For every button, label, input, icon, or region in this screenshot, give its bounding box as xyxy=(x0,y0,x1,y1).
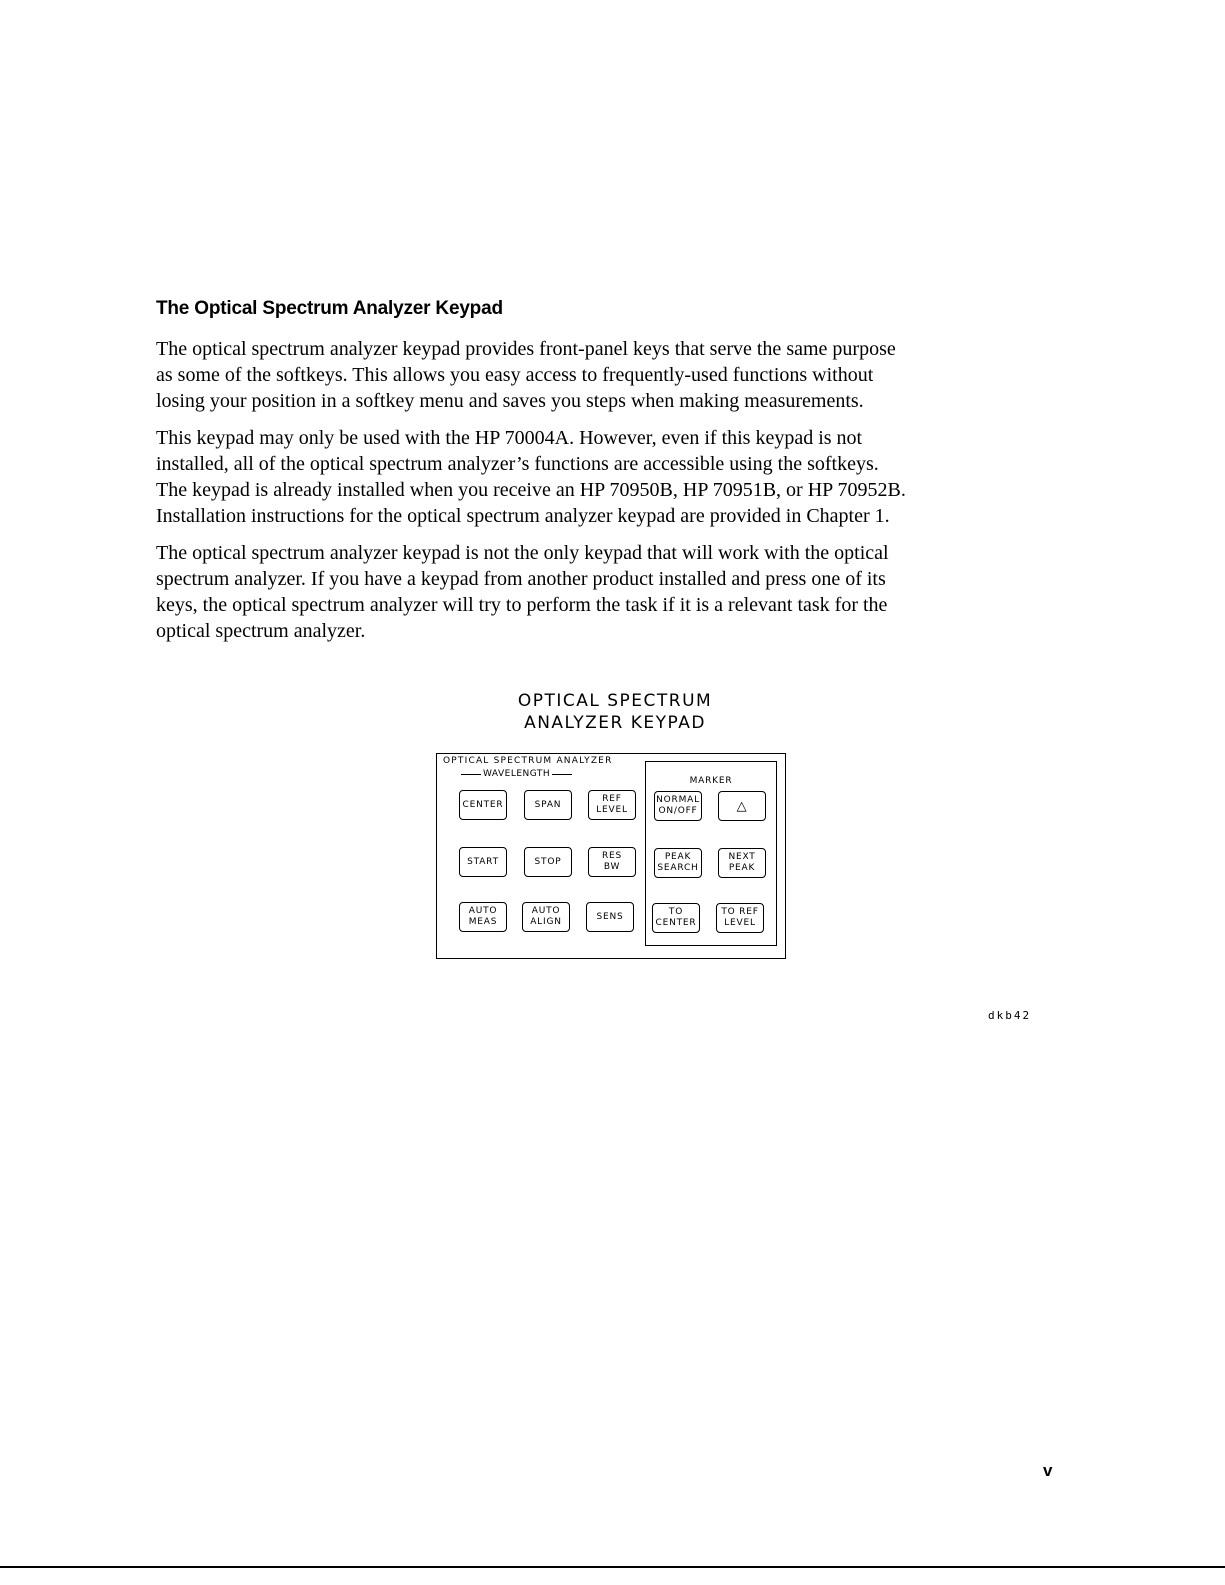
key-label: REF xyxy=(602,794,622,804)
to-center-key[interactable] xyxy=(652,903,700,933)
keypad-illustration xyxy=(436,753,786,959)
res-bw-key[interactable] xyxy=(588,847,636,877)
wavelength-label-text: WAVELENGTH xyxy=(483,769,551,779)
keypad-panel-label: OPTICAL SPECTRUM ANALYZER xyxy=(443,756,613,766)
paragraph-keypad-installation xyxy=(156,425,1056,529)
key-label: TO REF xyxy=(721,907,759,917)
marker-group xyxy=(645,761,777,946)
key-label: TO xyxy=(668,907,684,917)
key-label: MEAS xyxy=(468,917,498,927)
peak-search-key[interactable] xyxy=(654,848,702,878)
stop-key[interactable] xyxy=(524,847,572,877)
text-line: as some of the softkeys. This allows you easy access to frequently-used functions without xyxy=(156,364,874,386)
figure-title-line: ANALYZER KEYPAD xyxy=(524,713,706,733)
text-line: The optical spectrum analyzer keypad is not the only keypad that will work with the optical xyxy=(156,542,889,564)
figure-title-line: OPTICAL SPECTRUM xyxy=(517,691,713,711)
key-label: CENTER xyxy=(462,799,504,810)
delta-icon: △ xyxy=(736,798,748,814)
key-label: ON/OFF xyxy=(658,806,698,816)
divider xyxy=(552,774,572,775)
page-number: v xyxy=(1043,1461,1053,1480)
figure-id: dkb42 xyxy=(988,1009,1032,1022)
text-line: keys, the optical spectrum analyzer will try to perform the task if it is a relevant task for the xyxy=(156,594,888,616)
key-label: CENTER xyxy=(655,918,697,928)
key-label: LEVEL xyxy=(596,805,628,815)
text-line: spectrum analyzer. If you have a keypad from another product installed and press one of its xyxy=(156,568,886,590)
normal-on-off-key[interactable] xyxy=(654,791,702,821)
paragraph-keypad-purpose xyxy=(156,336,1056,414)
auto-align-key[interactable] xyxy=(522,902,570,932)
auto-meas-key[interactable] xyxy=(459,902,507,932)
key-label: PEAK xyxy=(664,852,692,862)
figure-title xyxy=(470,690,760,734)
key-label: LEVEL xyxy=(724,918,756,928)
text-line: The optical spectrum analyzer keypad provides front-panel keys that serve the same purpose xyxy=(156,338,896,360)
key-label: SENS xyxy=(596,911,624,922)
key-label: SPAN xyxy=(534,799,562,810)
ref-level-key[interactable] xyxy=(588,790,636,820)
key-label: RES xyxy=(601,851,623,861)
key-label: AUTO xyxy=(531,906,561,916)
key-label: START xyxy=(467,856,499,867)
wavelength-group-label xyxy=(461,769,572,779)
key-label: ALIGN xyxy=(530,917,562,927)
to-ref-level-key[interactable] xyxy=(716,903,764,933)
divider xyxy=(461,774,481,775)
page-bottom-rule xyxy=(0,1566,1225,1568)
key-label: STOP xyxy=(534,856,562,867)
key-label: AUTO xyxy=(468,906,498,916)
center-key[interactable] xyxy=(459,790,507,820)
start-key[interactable] xyxy=(459,847,507,877)
text-line: optical spectrum analyzer. xyxy=(156,620,366,642)
text-line: This keypad may only be used with the HP 70004A. However, even if this keypad is not xyxy=(156,427,863,449)
text-line: installed, all of the optical spectrum analyzer’s functions are accessible using the softkeys. xyxy=(156,453,879,475)
key-label: NEXT xyxy=(728,852,756,862)
sens-key[interactable] xyxy=(586,902,634,932)
section-heading: The Optical Spectrum Analyzer Keypad xyxy=(156,298,503,319)
marker-group-label: MARKER xyxy=(689,776,733,786)
text-line: The keypad is already installed when you receive an HP 70950B, HP 70951B, or HP 70952B. xyxy=(156,479,906,501)
text-line: Installation instructions for the optical spectrum analyzer keypad are provided in Chapter 1. xyxy=(156,505,890,527)
text-line: losing your position in a softkey menu and saves you steps when making measurements. xyxy=(156,390,864,412)
paragraph-other-keypads xyxy=(156,540,1056,644)
key-label: NORMAL xyxy=(656,795,700,805)
key-label: BW xyxy=(603,862,621,872)
span-key[interactable] xyxy=(524,790,572,820)
delta-marker-key[interactable] xyxy=(718,791,766,821)
key-label: PEAK xyxy=(728,863,756,873)
key-label: SEARCH xyxy=(657,863,699,873)
next-peak-key[interactable] xyxy=(718,848,766,878)
